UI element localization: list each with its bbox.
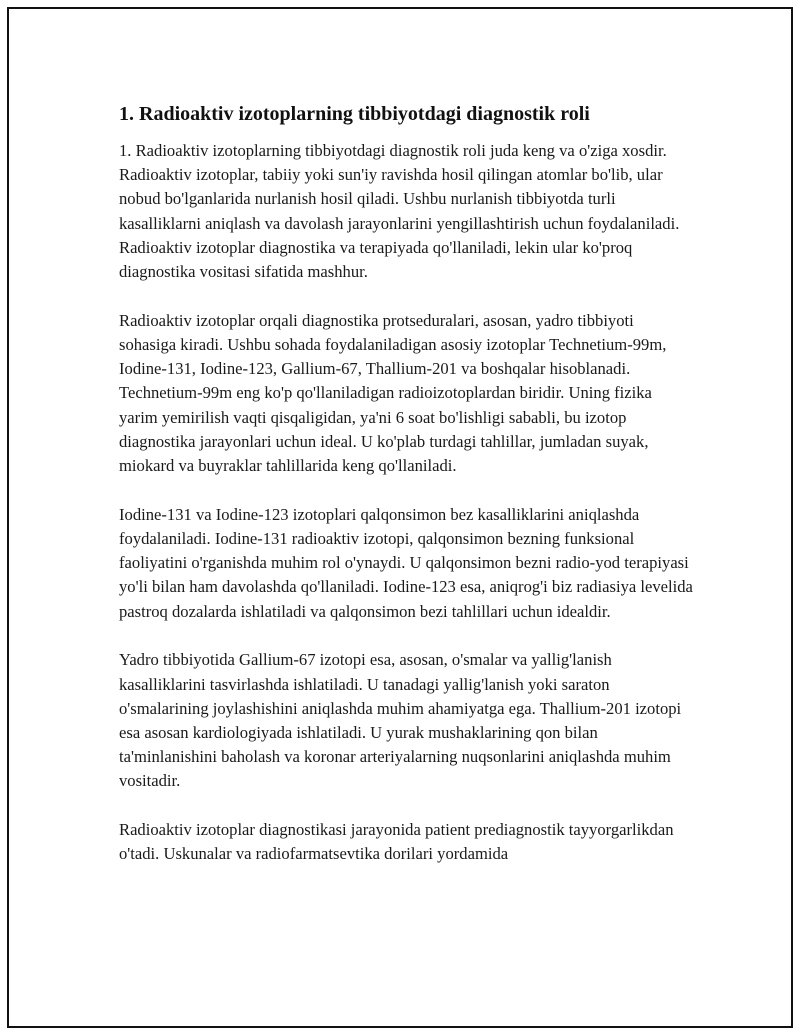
page-frame xyxy=(7,7,793,1028)
paragraph-gallium-thallium: Yadro tibbiyotida Gallium-67 izotopi esa, asosan, o'smalar va yallig'lanish kasalliklarini tasvirlashda ishlatiladi. U tanadagi yallig'lanish yoki saraton o'smalarining joylashishini aniqlashda muhim ahamiyatga ega. Thallium-201 izotopi esa asosan kardiologiyada ishlatiladi. U yurak mushaklarining qon bilan ta'minlanishini baholash va koronar arteriyalarning nuqsonlarini aniqlashda muhim vositadir. xyxy=(119,650,682,791)
section-heading: 1. Radioaktiv izotoplarning tibbiyotdagi diagnostik roli xyxy=(119,103,590,125)
paragraph-iodine: Iodine-131 va Iodine-123 izotoplari qalqonsimon bez kasalliklarini aniqlashda foydalaniladi. Iodine-131 radioaktiv izotopi, qalqonsimon bezning funksional faoliyatini o'rganishda muhim rol o'ynaydi. U qalqonsimon bezni radio-yod terapiyasi yo'li bilan ham davolashda qo'llaniladi. Iodine-123 esa, aniqrog'i biz radiasiya levelida pastroq dozalarda ishlatiladi va qalqonsimon bezi tahlillari uchun idealdir. xyxy=(119,504,693,621)
paragraph-diagnostics-process: Radioaktiv izotoplar diagnostikasi jarayonida patient prediagnostik tayyorgarlikdan o'tadi. Uskunalar va radiofarmatsevtika dorilari yordamida xyxy=(119,820,674,864)
paragraph-nuclear-medicine: Radioaktiv izotoplar orqali diagnostika protseduralari, asosan, yadro tibbiyoti sohasiga kiradi. Ushbu sohada foydalaniladigan asosiy izotoplar Technetium-99m, Iodine-131, Iodine-123, Gallium-67, Thallium-201 va boshqalar hisoblanadi. Technetium-99m eng ko'p qo'llaniladigan radioizotoplardan biridir. Uning fizika yarim yemirilish vaqti qisqaligidan, ya'ni 6 soat bo'lishligi sababli, bu izotop diagnostika jarayonlari uchun ideal. U ko'plab turdagi tahlillar, jumladan suyak, miokard va buyraklar tahlillarida keng qo'llaniladi. xyxy=(119,310,667,476)
document-body xyxy=(119,101,694,891)
paragraph-intro: 1. Radioaktiv izotoplarning tibbiyotdagi diagnostik roli juda keng va o'ziga xosdir. Radioaktiv izotoplar, tabiiy yoki sun'iy ravishda hosil qilingan atomlar bo'lib, ular nobud bo'lganlarida nurlanish hosil qiladi. Ushbu nurlanish tibbiyotda turli kasalliklarni aniqlash va davolash jarayonlarini yengillashtirish uchun foydalaniladi. Radioaktiv izotoplar diagnostika va terapiyada qo'llaniladi, lekin ular ko'proq diagnostika vositasi sifatida mashhur. xyxy=(119,141,680,282)
